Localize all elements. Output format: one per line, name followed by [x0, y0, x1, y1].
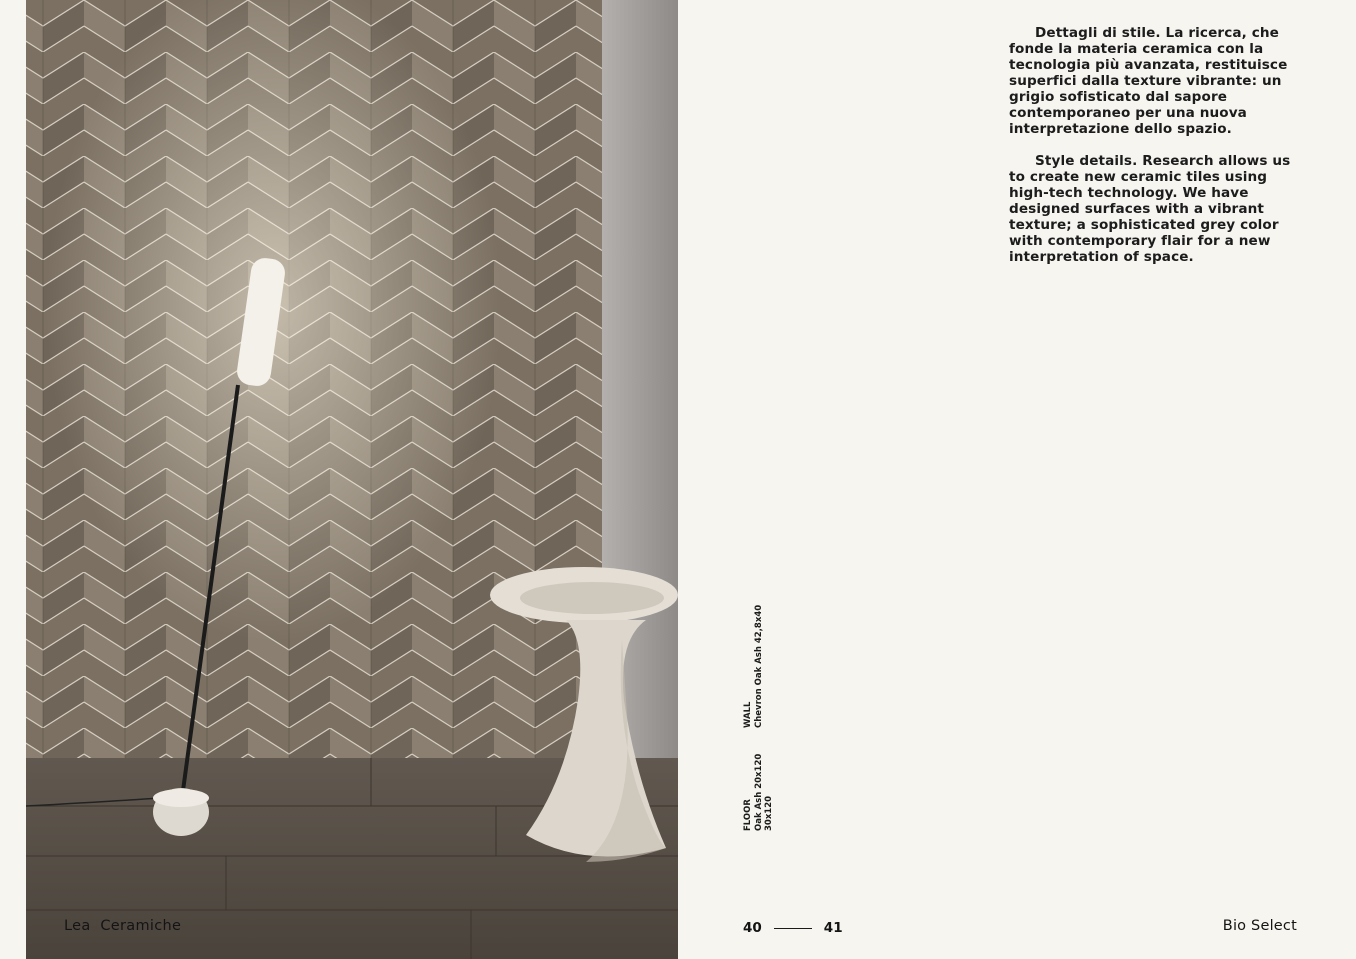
- paragraph-italian: Dettagli di stile. La ricerca, che fonde la materia ceramica con la tecnologia più avanzata, restituisce superfici dalla texture vibrante: un grigio sofisticato dal sapore contemporaneo per una nuova interpretazione dello spazio.: [1009, 25, 1288, 137]
- interior-photo-illustration: [26, 0, 678, 959]
- spec-floor-product: Oak Ash 20x120: [753, 753, 764, 831]
- spec-floor: [743, 754, 775, 831]
- spec-wall-product: Chevron Oak Ash 42,8x40: [753, 604, 764, 728]
- paragraph-english: Style details. Research allows us to create new ceramic tiles using high-tech technology. We have designed surfaces with a vibrant texture; a sophisticated grey color with contemporary flair for a new interpretation of space.: [1009, 153, 1291, 265]
- description-text: [1009, 25, 1309, 281]
- page-number-right: 41: [823, 920, 843, 936]
- page-numbers: [743, 918, 843, 938]
- spec-floor-label: FLOOR: [743, 799, 753, 831]
- spec-wall-label: WALL: [743, 701, 753, 728]
- collection-name: Bio Select: [1222, 918, 1297, 934]
- interior-photo: [26, 0, 678, 959]
- brand-name: Lea Ceramiche: [64, 918, 182, 934]
- page-divider: [774, 928, 812, 929]
- spec-wall: [743, 605, 764, 728]
- page-number-left: 40: [743, 920, 762, 936]
- spec-floor-size2: 30x120: [764, 795, 774, 831]
